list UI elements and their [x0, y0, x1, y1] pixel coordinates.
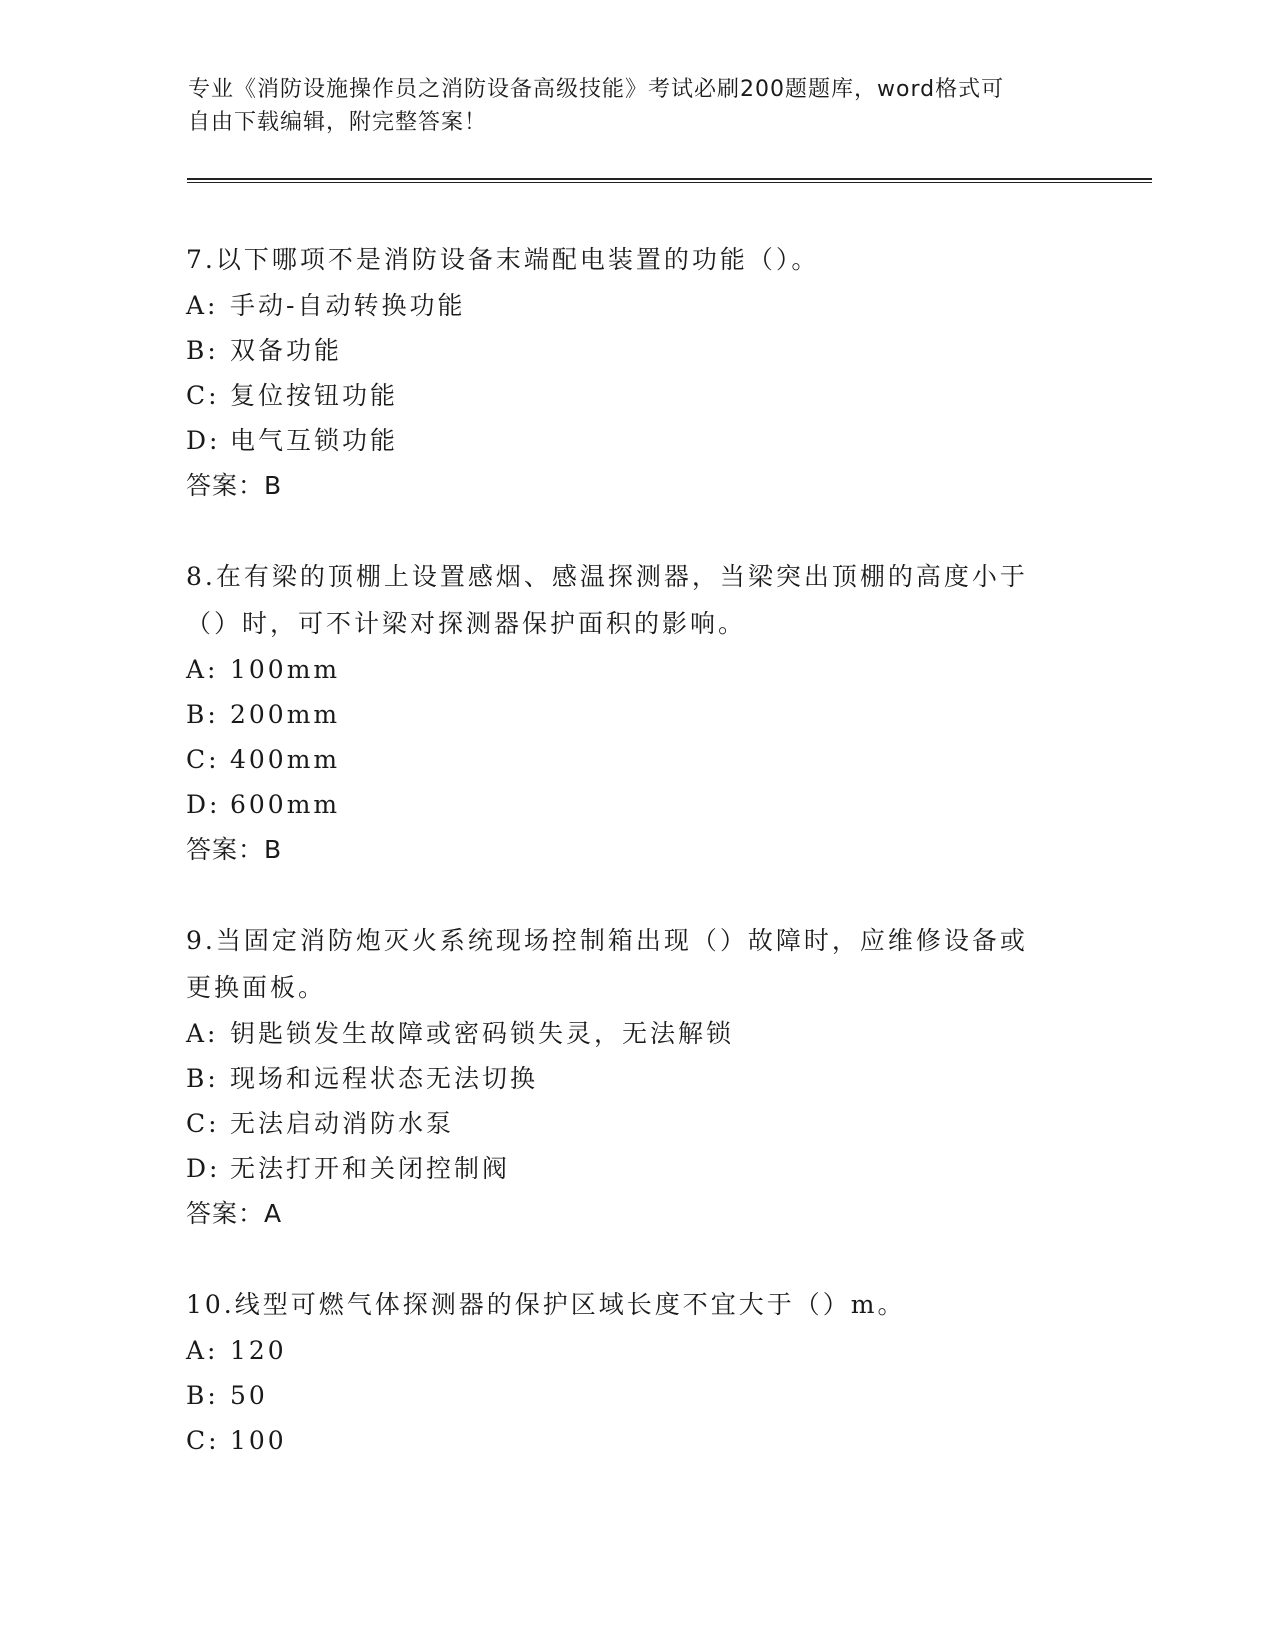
option-text: 钥匙锁发生故障或密码锁失灵，无法解锁	[230, 1019, 735, 1048]
option-a	[186, 283, 1086, 328]
option-letter: A:	[186, 291, 219, 320]
question-stem: 7.以下哪项不是消防设备末端配电装置的功能（）。	[186, 245, 820, 274]
option-b	[186, 692, 1086, 737]
question-9	[186, 917, 1086, 1237]
header-divider	[187, 178, 1152, 183]
option-letter: D:	[186, 1154, 221, 1183]
option-letter: D:	[186, 426, 221, 455]
option-letter: C:	[186, 1426, 220, 1455]
option-d	[186, 1146, 1086, 1191]
option-text: 电气互锁功能	[230, 426, 399, 455]
answer-line: 答案：B	[186, 835, 283, 864]
option-text: 100	[230, 1426, 287, 1455]
option-b	[186, 328, 1086, 373]
option-letter: D:	[186, 790, 221, 819]
option-text: 200mm	[230, 700, 341, 729]
option-letter: A:	[186, 655, 219, 684]
question-stem: 10.线型可燃气体探测器的保护区域长度不宜大于（）m。	[186, 1290, 906, 1319]
option-text: 100mm	[230, 655, 341, 684]
option-letter: C:	[186, 381, 220, 410]
option-letter: A:	[186, 1019, 219, 1048]
option-text: 手动-自动转换功能	[230, 291, 466, 320]
option-text: 50	[230, 1381, 268, 1410]
answer-line: 答案：B	[186, 471, 283, 500]
option-a	[186, 1328, 1086, 1373]
option-c	[186, 1418, 1086, 1463]
option-a	[186, 1011, 1086, 1056]
question-stem: 9.当固定消防炮灭火系统现场控制箱出现（）故障时，应维修设备或	[186, 926, 1028, 955]
option-text: 复位按钮功能	[230, 381, 399, 410]
option-d	[186, 418, 1086, 463]
option-text: 400mm	[230, 745, 341, 774]
question-7	[186, 236, 1086, 509]
question-8	[186, 553, 1086, 873]
option-b	[186, 1373, 1086, 1418]
option-letter: B:	[186, 1064, 219, 1093]
option-letter: C:	[186, 745, 220, 774]
header-line: 自由下载编辑，附完整答案！	[188, 110, 488, 135]
option-letter: B:	[186, 1381, 219, 1410]
question-10	[186, 1281, 1086, 1463]
option-text: 现场和远程状态无法切换	[230, 1064, 539, 1093]
option-text: 无法启动消防水泵	[230, 1109, 455, 1138]
option-text: 无法打开和关闭控制阀	[230, 1154, 511, 1183]
option-letter: C:	[186, 1109, 220, 1138]
question-list	[186, 236, 1086, 1507]
option-c	[186, 1101, 1086, 1146]
option-text: 120	[230, 1336, 287, 1365]
question-stem: 8.在有梁的顶棚上设置感烟、感温探测器，当梁突出顶棚的高度小于	[186, 562, 1028, 591]
answer-line: 答案：A	[186, 1199, 283, 1228]
question-stem: （）时，可不计梁对探测器保护面积的影响。	[186, 609, 747, 638]
option-b	[186, 1056, 1086, 1101]
document-header	[188, 73, 1068, 139]
question-stem: 更换面板。	[186, 973, 327, 1002]
header-line: 专业《消防设施操作员之消防设备高级技能》考试必刷200题题库，word格式可	[188, 77, 1005, 102]
option-d	[186, 782, 1086, 827]
option-c	[186, 737, 1086, 782]
option-a	[186, 647, 1086, 692]
option-letter: B:	[186, 336, 219, 365]
option-letter: B:	[186, 700, 219, 729]
option-text: 600mm	[230, 790, 341, 819]
option-c	[186, 373, 1086, 418]
option-text: 双备功能	[230, 336, 343, 365]
option-letter: A:	[186, 1336, 219, 1365]
